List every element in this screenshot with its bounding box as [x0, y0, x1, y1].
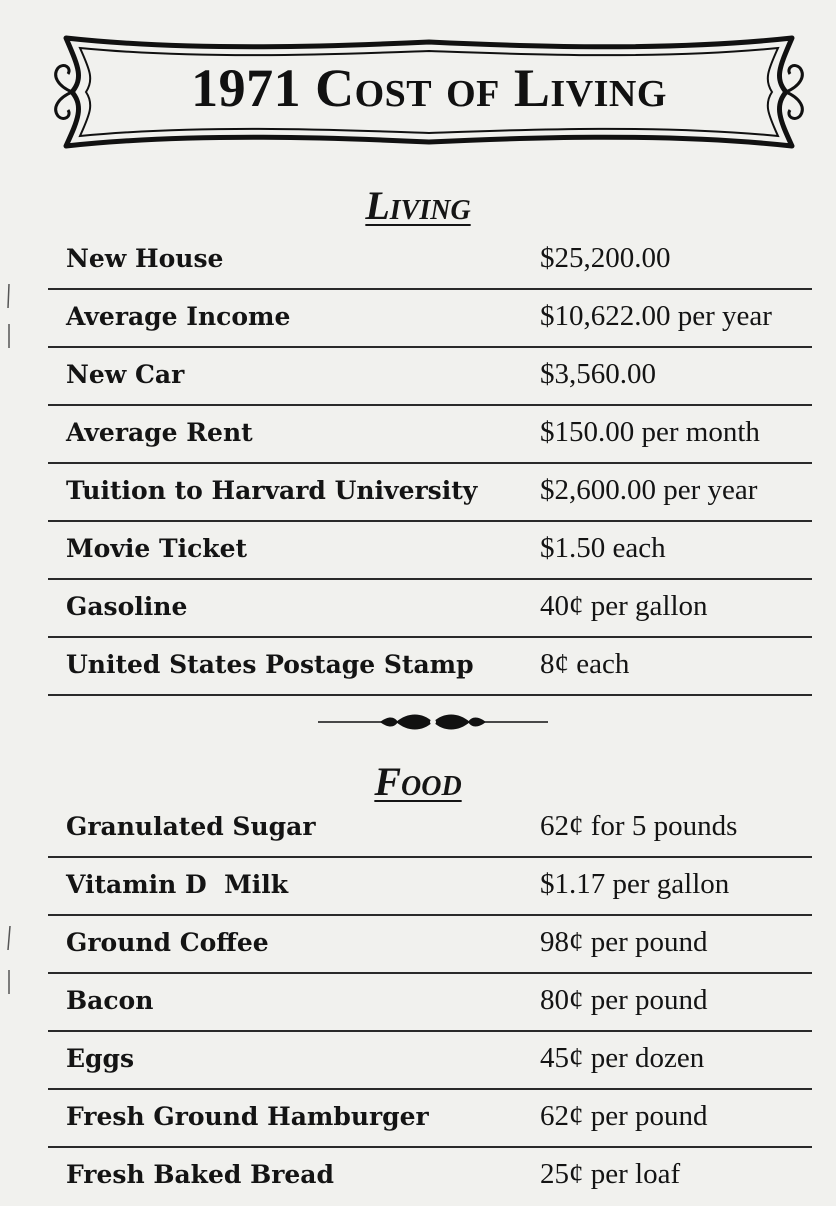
table-row [48, 232, 812, 290]
item-price: $1.50 each [540, 532, 666, 564]
pencil-mark-icon [6, 968, 12, 996]
ornamental-divider-icon [318, 706, 548, 738]
item-label: Average Income [66, 302, 291, 331]
item-price: $25,200.00 [540, 242, 671, 274]
item-price: 98¢ per pound [540, 926, 708, 958]
table-row [48, 858, 812, 916]
table-row [48, 464, 812, 522]
item-label: Granulated Sugar [66, 812, 316, 841]
table-row [48, 1090, 812, 1148]
food-table [48, 800, 812, 1206]
pencil-mark-icon [6, 282, 12, 310]
section-heading-food [0, 760, 836, 804]
table-row [48, 290, 812, 348]
item-label: Gasoline [66, 592, 188, 621]
item-label: Tuition to Harvard University [66, 476, 478, 505]
item-label: New House [66, 244, 224, 273]
item-price: 40¢ per gallon [540, 590, 708, 622]
table-row [48, 638, 812, 696]
item-label: Ground Coffee [66, 928, 269, 957]
page-title: 1971 Cost of Living [191, 58, 667, 118]
item-price: 25¢ per loaf [540, 1158, 681, 1190]
section-heading-label: Living [365, 183, 471, 228]
table-row [48, 1148, 812, 1206]
item-label: United States Postage Stamp [66, 650, 474, 679]
item-price: $2,600.00 per year [540, 474, 758, 506]
item-price: 62¢ for 5 pounds [540, 810, 738, 842]
table-row [48, 974, 812, 1032]
item-price: 8¢ each [540, 648, 630, 680]
table-row [48, 406, 812, 464]
section-heading-label: Food [374, 759, 462, 804]
item-label: Vitamin D Milk [66, 870, 289, 899]
table-row [48, 916, 812, 974]
living-table [48, 232, 812, 696]
item-price: $3,560.00 [540, 358, 656, 390]
table-row [48, 580, 812, 638]
item-price: 62¢ per pound [540, 1100, 708, 1132]
pencil-mark-icon [6, 322, 12, 350]
table-row [48, 800, 812, 858]
section-heading-living [0, 184, 836, 228]
item-label: Movie Ticket [66, 534, 248, 563]
item-price: 45¢ per dozen [540, 1042, 705, 1074]
table-row [48, 348, 812, 406]
item-price: 80¢ per pound [540, 984, 708, 1016]
item-label: Average Rent [66, 418, 253, 447]
item-price: $10,622.00 per year [540, 300, 772, 332]
item-label: Fresh Ground Hamburger [66, 1102, 429, 1131]
table-row [48, 1032, 812, 1090]
item-label: Eggs [66, 1044, 135, 1073]
item-label: Bacon [66, 986, 154, 1015]
item-label: Fresh Baked Bread [66, 1160, 334, 1189]
pencil-mark-icon [6, 924, 12, 952]
item-price: $1.17 per gallon [540, 868, 730, 900]
table-row [48, 522, 812, 580]
item-price: $150.00 per month [540, 416, 760, 448]
item-label: New Car [66, 360, 185, 389]
